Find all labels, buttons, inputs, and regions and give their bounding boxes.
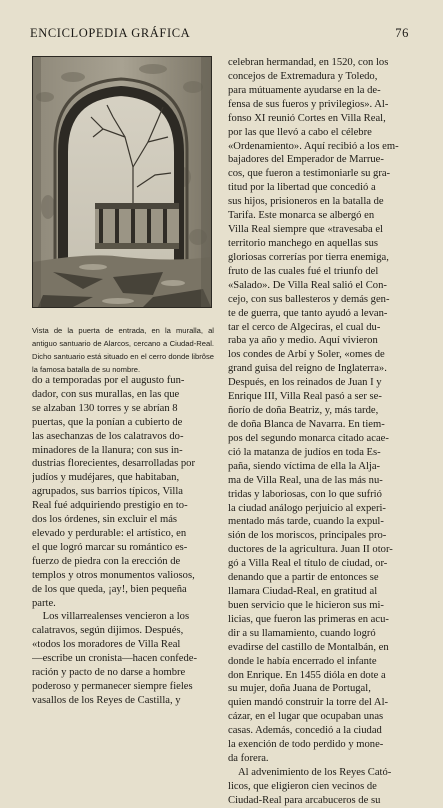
photograph-image	[33, 57, 211, 307]
body-text-right-column	[228, 56, 410, 808]
text-line: Real fué adquiriendo prestigio en to-	[32, 500, 188, 512]
photo-caption: Vista de la puerta de entrada, en la muralla, al antiguo santuario de Alarcos, cercano a Ciudad-Real. Dicho santuario está situado en el cerro donde librôse la famosa batalla de su nombre.	[32, 325, 214, 374]
text-line: «Ordenamiento». Aquí recibió a los em-	[228, 140, 399, 152]
text-line: quien mandó construir la torre del Al-	[228, 697, 389, 709]
text-line: mentado más tarde, cuando la expul-	[228, 516, 384, 528]
text-line: templos y otros monumentos valiosos,	[32, 569, 195, 581]
text-line: licos, que eligieron cien vecinos de	[228, 780, 377, 792]
text-line: parte.	[32, 597, 56, 609]
text-line: denando que a partir de entonces se	[228, 572, 379, 584]
text-line: casas. Además, concedió a la ciudad	[228, 725, 382, 737]
text-line: llamara Ciudad-Real, en gratitud al	[228, 586, 378, 598]
text-line: fuerzo de piedra con la erección de	[32, 555, 181, 567]
text-line: dustrias florecientes, desarrolladas por	[32, 458, 195, 470]
text-line: puertas, que la ponían a cubierto de	[32, 416, 183, 428]
text-line: fensa de sus fueros y privilegios». Al-	[228, 98, 389, 110]
text-line: bajadores del Emperador de Marrue-	[228, 154, 384, 166]
text-line: dir a su llamamiento, cuando logró	[228, 627, 376, 639]
text-line: raba ya año y medio. Aquí vivieron	[228, 335, 378, 347]
text-line: de los que queda, ¡ay!, bien pequeña	[32, 583, 187, 595]
running-header	[30, 26, 409, 41]
text-line: tridas y laboriosas, con lo que sufrió	[228, 488, 382, 500]
text-line: cázar, en el lugar que ocupaban unas	[228, 711, 384, 723]
text-line: se alzaban 130 torres y se abrían 8	[32, 402, 178, 414]
text-line: evadirse del castillo de Montalbán, en	[228, 641, 389, 653]
text-line: dador, con sus murallas, en las que	[32, 388, 180, 400]
text-line: elevado y perdurable: el artístico, en	[32, 527, 187, 539]
page-number: 76	[395, 26, 409, 40]
text-line: grand guisa del reigno de Inglaterra».	[228, 363, 387, 375]
text-line: la ciudad análogo perjuicio al experi-	[228, 502, 386, 514]
text-line: Al advenimiento de los Reyes Cató-	[228, 767, 392, 779]
text-line: fonso XI reunió Cortes en Villa Real,	[228, 112, 386, 124]
text-line: ma de Villa Real, una de las más nu-	[228, 474, 383, 486]
text-line: agrupados, sus barrios típicos, Villa	[32, 486, 183, 498]
text-line: da forera.	[228, 753, 269, 765]
text-line: Enrique III, Villa Real pasó a ser se-	[228, 391, 382, 403]
text-line: vasallos de los Reyes de Castilla, y	[32, 694, 181, 706]
text-line: su mujer, doña Juana de Portugal,	[228, 683, 371, 695]
text-line: ñorío de doña Beatriz, y, más tarde,	[228, 405, 379, 417]
text-line: licias, que fueron las primeras en acu-	[228, 613, 389, 625]
text-line: Los villarrealenses vencieron a los	[32, 611, 190, 623]
text-line: tar el cerco de Algeciras, el cual du-	[228, 321, 381, 333]
text-line: Ciudad-Real para arcabuceros de su	[228, 794, 381, 806]
text-line: celebran hermandad, en 1520, con los	[228, 57, 389, 68]
text-line: para mútuamente ayudarse en la de-	[228, 84, 381, 96]
text-line: gó a Villa Real el título de ciudad, or-	[228, 558, 388, 570]
text-line: te de guerra, que tanto ayudó a levan-	[228, 307, 388, 319]
text-line: calatravos, según dijimos. Después,	[32, 625, 184, 637]
text-line: paña, siendo víctima de ella la Alja-	[228, 460, 381, 472]
text-line: gloriosas correrías por tierra enemiga,	[228, 251, 389, 263]
text-line: donde le había encerrado el infante	[228, 655, 377, 667]
text-line: pos del segundo monarca citado acae-	[228, 432, 389, 444]
text-line: concejos de Extremadura y Toledo,	[228, 70, 378, 82]
text-line: do a temporadas por el augusto fun-	[32, 375, 185, 386]
text-line: titud por la libertad que concedió a	[228, 182, 376, 194]
text-line: Tarifa. Este monarca se albergó en	[228, 210, 375, 222]
text-line: cos, que fueron a testimoniarle su gra-	[228, 168, 391, 180]
text-line: dos los órdenes, sin excluir el más	[32, 514, 178, 526]
text-line: don Enrique. En 1455 dióla en dote a	[228, 669, 386, 681]
body-text-left-column	[32, 374, 214, 708]
text-line: buen servicio que le hicieron sus mi-	[228, 599, 384, 611]
text-line: Después, en los reinados de Juan I y	[228, 377, 382, 389]
text-line: sus hijos, prisioneros en la batalla de	[228, 196, 384, 208]
text-line: —escribe un cronista—hacen confede-	[32, 653, 198, 665]
text-line: el que logró marcar su romántico es-	[32, 541, 188, 553]
text-line: los condes de Arbí y Soler, «omes de	[228, 349, 385, 361]
text-line: las asechanzas de los calatravos do-	[32, 430, 184, 442]
text-line: por las que llevó a cabo el célebre	[228, 126, 372, 138]
text-line: territorio manchego en aquellas sus	[228, 237, 379, 249]
text-line: judíos y mudéjares, que habitaban,	[32, 472, 180, 484]
text-line: ración y pacto de no darse a hombre	[32, 667, 186, 679]
text-line: sión de los moriscos, principales pro-	[228, 530, 387, 542]
text-line: la exención de todo perdido y mone-	[228, 739, 384, 751]
text-line: de doña Blanca de Navarra. En tiem-	[228, 418, 385, 430]
publication-title: ENCICLOPEDIA GRÁFICA	[30, 26, 191, 40]
text-line: ció la matanza de judíos en toda Es-	[228, 446, 381, 458]
text-line: ductores de la agricultura. Juan II otor-	[228, 544, 393, 556]
text-line: «todos los moradores de Villa Real	[32, 639, 181, 651]
text-line: minadores de la llanura; con sus in-	[32, 444, 183, 456]
text-line: fruto de las cuales fué el triunfo del	[228, 265, 379, 277]
text-line: poderoso y permanecer siempre fieles	[32, 680, 193, 692]
photograph-alarcos-gate	[32, 56, 212, 308]
text-line: cejo, con sus ballesteros y demás gen-	[228, 293, 390, 305]
text-line: Villa Real siempre que «travesaba el	[228, 224, 383, 236]
text-line: «Salado». De Villa Real salió el Con-	[228, 279, 387, 291]
